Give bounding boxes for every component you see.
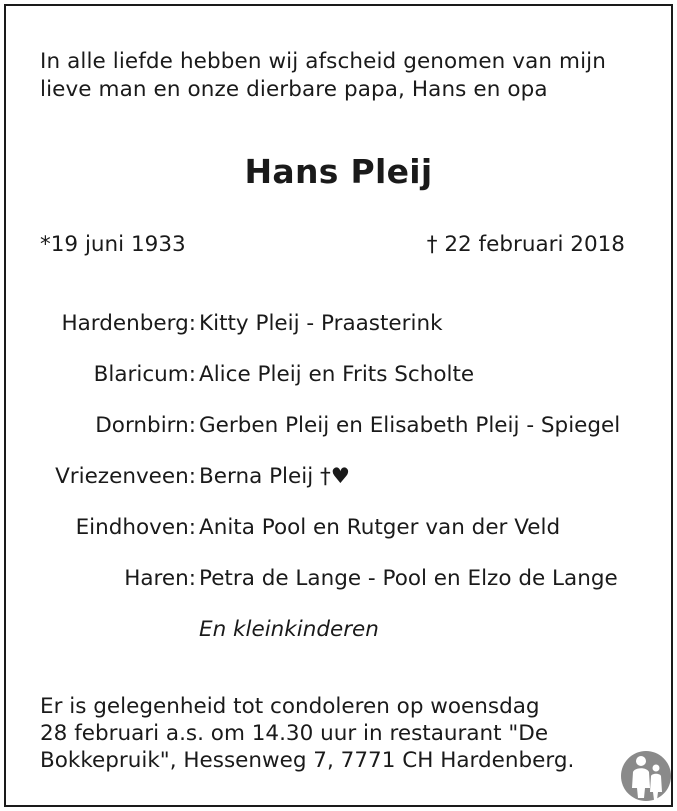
family-names: Alice Pleij en Frits Scholte — [199, 362, 475, 387]
family-place: Haren: — [124, 566, 196, 591]
family-names: Berna Pleij †♥ — [199, 464, 351, 489]
death-date: † 22 februari 2018 — [426, 232, 625, 257]
intro-line-1: In alle liefde hebben wij afscheid genomen van mijn — [40, 49, 606, 74]
family-names: Gerben Pleij en Elisabeth Pleij - Spiegel — [199, 413, 621, 438]
family-row — [6, 464, 671, 494]
family-row — [6, 311, 671, 341]
family-place: Dornbirn: — [95, 413, 196, 438]
condolence-notice — [40, 693, 640, 774]
family-names: Anita Pool en Rutger van der Veld — [199, 515, 561, 540]
grandchildren-note: En kleinkinderen — [199, 617, 379, 642]
family-names: Kitty Pleij - Praasterink — [199, 311, 443, 336]
birth-date: *19 juni 1933 — [40, 232, 186, 257]
family-place: Eindhoven: — [75, 515, 196, 540]
family-row — [6, 515, 671, 545]
family-row — [6, 413, 671, 443]
family-names: Petra de Lange - Pool en Elzo de Lange — [199, 566, 618, 591]
family-row — [6, 362, 671, 392]
family-place: Vriezenveen: — [55, 464, 196, 489]
condolence-line-2: 28 februari a.s. om 14.30 uur in restaurant "De — [40, 721, 549, 746]
family-place: Hardenberg: — [61, 311, 196, 336]
intro-text — [40, 48, 640, 104]
intro-line-2: lieve man en onze dierbare papa, Hans en opa — [40, 77, 548, 102]
condolence-line-1: Er is gelegenheid tot condoleren op woensdag — [40, 694, 540, 719]
condolence-line-3: Bokkepruik", Hessenweg 7, 7771 CH Hardenberg. — [40, 748, 575, 773]
family-row — [6, 566, 671, 596]
obituary-card — [4, 4, 673, 807]
deceased-name: Hans Pleij — [244, 152, 433, 191]
family-place: Blaricum: — [93, 362, 196, 387]
funeral-organization-logo-icon — [620, 748, 672, 804]
